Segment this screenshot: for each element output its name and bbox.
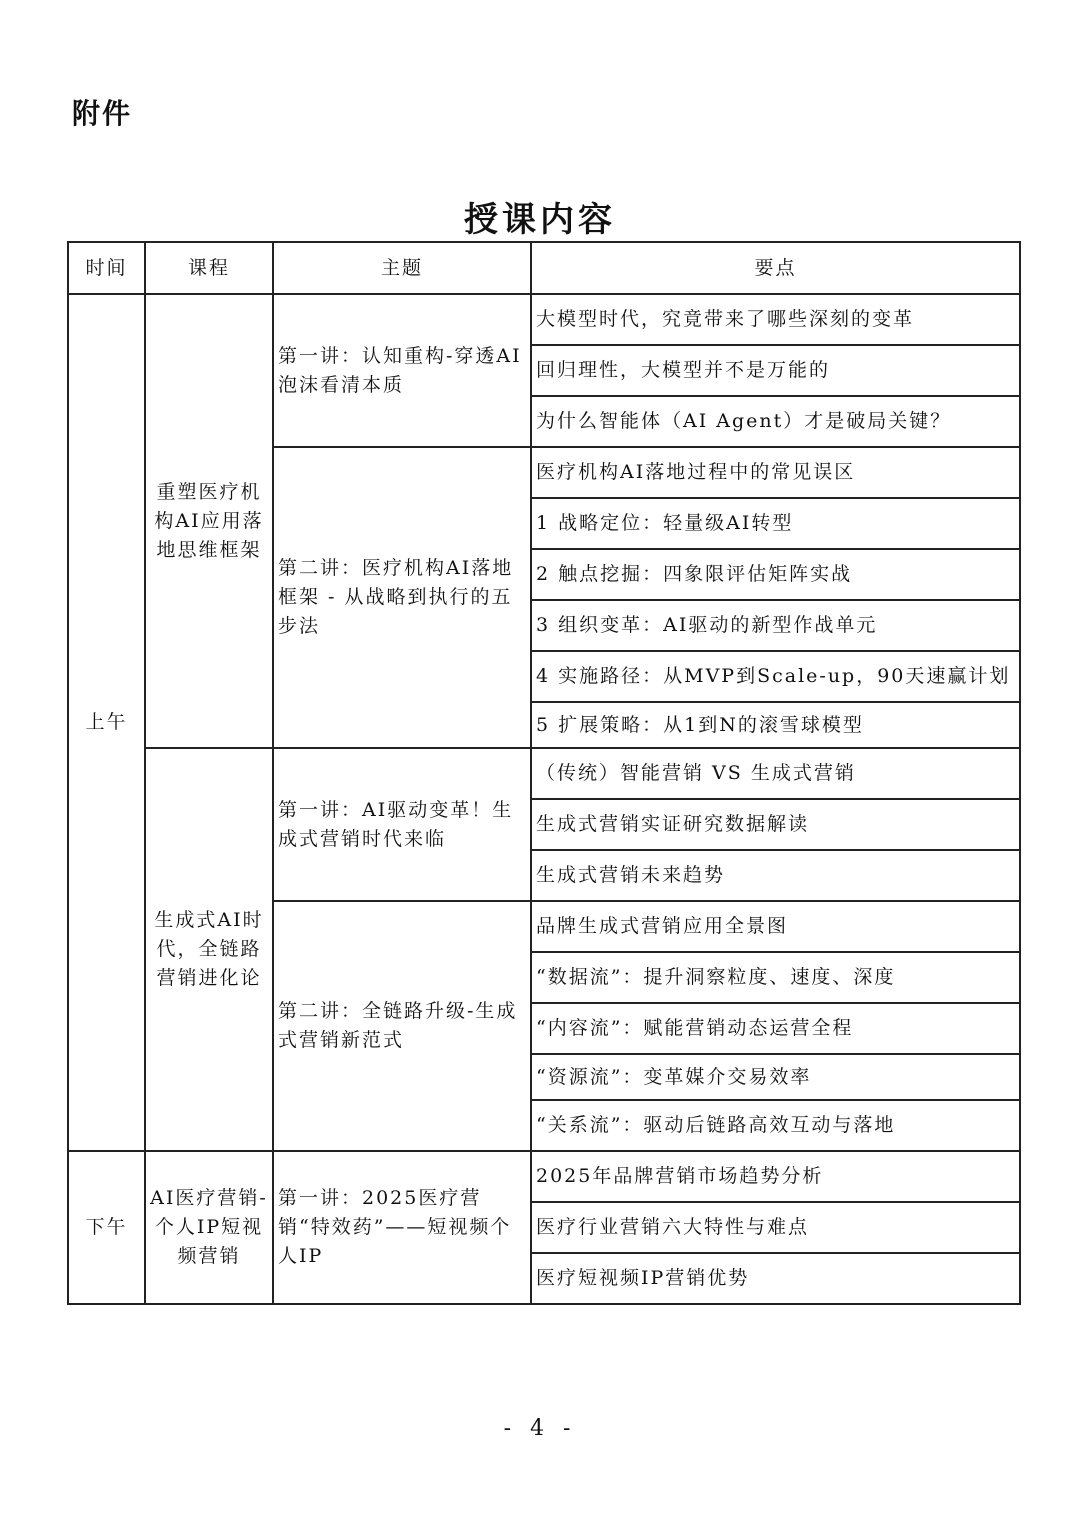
time-cell-morning: 上午 bbox=[68, 294, 145, 1151]
point-cell: “内容流”：赋能营销动态运营全程 bbox=[531, 1003, 1020, 1054]
point-cell: 品牌生成式营销应用全景图 bbox=[531, 901, 1020, 952]
header-points: 要点 bbox=[531, 242, 1020, 294]
point-cell: 大模型时代，究竟带来了哪些深刻的变革 bbox=[531, 294, 1020, 345]
topic-cell: 第二讲：全链路升级-生成式营销新范式 bbox=[273, 901, 531, 1151]
course-cell: 生成式AI时代，全链路营销进化论 bbox=[145, 748, 273, 1151]
table-row bbox=[68, 294, 1020, 345]
table-header-row bbox=[68, 242, 1020, 294]
point-cell: “关系流”：驱动后链路高效互动与落地 bbox=[531, 1100, 1020, 1151]
point-cell: 5 扩展策略：从1到N的滚雪球模型 bbox=[531, 702, 1020, 748]
course-cell: AI医疗营销-个人IP短视频营销 bbox=[145, 1151, 273, 1304]
point-cell: 生成式营销实证研究数据解读 bbox=[531, 799, 1020, 850]
course-table bbox=[67, 241, 1021, 1305]
point-cell: “资源流”：变革媒介交易效率 bbox=[531, 1054, 1020, 1100]
point-cell: 1 战略定位：轻量级AI转型 bbox=[531, 498, 1020, 549]
topic-cell: 第一讲：2025医疗营销“特效药”——短视频个人IP bbox=[273, 1151, 531, 1304]
attachment-label: 附件 bbox=[72, 97, 133, 130]
point-cell: 回归理性，大模型并不是万能的 bbox=[531, 345, 1020, 396]
header-time: 时间 bbox=[68, 242, 145, 294]
table-row bbox=[68, 748, 1020, 799]
document-title: 授课内容 bbox=[464, 200, 616, 240]
point-cell: 3 组织变革：AI驱动的新型作战单元 bbox=[531, 600, 1020, 651]
topic-cell: 第一讲：AI驱动变革！生成式营销时代来临 bbox=[273, 748, 531, 901]
course-cell: 重塑医疗机构AI应用落地思维框架 bbox=[145, 294, 273, 748]
point-cell: 医疗短视频IP营销优势 bbox=[531, 1253, 1020, 1304]
topic-cell: 第二讲：医疗机构AI落地框架 - 从战略到执行的五步法 bbox=[273, 447, 531, 748]
time-cell-afternoon: 下午 bbox=[68, 1151, 145, 1304]
point-cell: 4 实施路径：从MVP到Scale-up，90天速赢计划 bbox=[531, 651, 1020, 702]
point-cell: 医疗行业营销六大特性与难点 bbox=[531, 1202, 1020, 1253]
point-cell: “数据流”：提升洞察粒度、速度、深度 bbox=[531, 952, 1020, 1003]
point-cell: 为什么智能体（AI Agent）才是破局关键？ bbox=[531, 396, 1020, 447]
point-cell: 医疗机构AI落地过程中的常见误区 bbox=[531, 447, 1020, 498]
point-cell: 生成式营销未来趋势 bbox=[531, 850, 1020, 901]
header-course: 课程 bbox=[145, 242, 273, 294]
point-cell: 2 触点挖掘：四象限评估矩阵实战 bbox=[531, 549, 1020, 600]
point-cell: （传统）智能营销 VS 生成式营销 bbox=[531, 748, 1020, 799]
header-topic: 主题 bbox=[273, 242, 531, 294]
table-row bbox=[68, 1151, 1020, 1202]
topic-cell: 第一讲：认知重构-穿透AI泡沫看清本质 bbox=[273, 294, 531, 447]
point-cell: 2025年品牌营销市场趋势分析 bbox=[531, 1151, 1020, 1202]
page-number: - 4 - bbox=[503, 1416, 577, 1441]
